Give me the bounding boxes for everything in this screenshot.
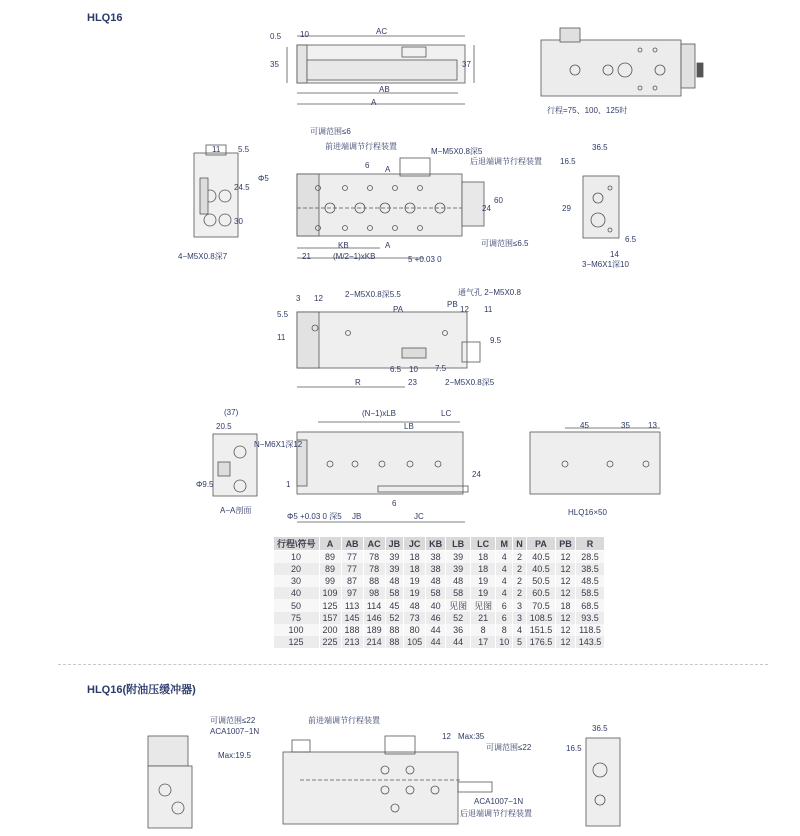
table-row bbox=[274, 587, 605, 599]
table-row bbox=[274, 551, 605, 564]
table-cell: 2 bbox=[513, 563, 527, 575]
phi5-label: Φ5 bbox=[258, 174, 269, 183]
table-cell: 18 bbox=[471, 551, 496, 564]
table-cell: 44 bbox=[426, 624, 446, 636]
dim-05: 0.5 bbox=[270, 32, 282, 41]
table-cell: 19 bbox=[404, 587, 426, 599]
dim-pa: PA bbox=[393, 305, 404, 314]
section-a-a: A−A剖面 bbox=[220, 506, 252, 515]
table-cell: 12 bbox=[556, 612, 576, 624]
stroke-note: 行程=75、100、125时 bbox=[547, 106, 628, 115]
col-header: KB bbox=[426, 537, 446, 551]
dim-24-b: 24 bbox=[472, 470, 481, 479]
col-header: A bbox=[319, 537, 341, 551]
max-19-5: Max:19.5 bbox=[218, 751, 251, 760]
table-cell: 36 bbox=[446, 624, 471, 636]
dim-36-5: 36.5 bbox=[592, 143, 608, 152]
section-mark-a: A bbox=[385, 165, 391, 174]
dim-kb: KB bbox=[338, 241, 349, 250]
table-cell: 97 bbox=[341, 587, 363, 599]
table-cell: 88 bbox=[385, 624, 404, 636]
table-cell: 39 bbox=[385, 563, 404, 575]
front-adjust-device: 前进端调节行程装置 bbox=[325, 142, 397, 151]
table-cell: 58 bbox=[385, 587, 404, 599]
dim-12: 12 bbox=[314, 294, 323, 303]
section-title-hlq16-buffer: HLQ16(附油压缓冲器) bbox=[87, 684, 196, 696]
section-title-hlq16: HLQ16 bbox=[87, 12, 123, 24]
dim-13: 13 bbox=[648, 421, 657, 430]
table-row bbox=[274, 624, 605, 636]
table-cell: 89 bbox=[319, 563, 341, 575]
col-header: LB bbox=[446, 537, 471, 551]
table-cell: 118.5 bbox=[575, 624, 605, 636]
table-cell: 21 bbox=[471, 612, 496, 624]
dim-ab: AB bbox=[379, 85, 390, 94]
col-header: AB bbox=[341, 537, 363, 551]
table-cell: 114 bbox=[363, 599, 385, 612]
dim-3: 3 bbox=[296, 294, 301, 303]
table-cell: 77 bbox=[341, 551, 363, 564]
vent-hole: 通气孔 2−M5X0.8 bbox=[458, 288, 521, 297]
table-cell: 68.5 bbox=[575, 599, 605, 612]
dim-29: 29 bbox=[562, 204, 571, 213]
adjust-range-22-b: 可调范围≤22 bbox=[486, 743, 532, 752]
table-cell: 77 bbox=[341, 563, 363, 575]
dim-5-5: 5.5 bbox=[238, 145, 250, 154]
dim-5-tol: 5 +0.03 0 bbox=[408, 255, 442, 264]
table-cell: 52 bbox=[385, 612, 404, 624]
table-cell: 4 bbox=[496, 551, 513, 564]
phi9-5: Φ9.5 bbox=[196, 480, 214, 489]
table-cell: 3 bbox=[513, 599, 527, 612]
table-cell: 44 bbox=[446, 636, 471, 648]
m-m5-note: M−M5X0.8深5 bbox=[431, 147, 483, 156]
table-cell: 38.5 bbox=[575, 563, 605, 575]
table-cell: 2 bbox=[513, 551, 527, 564]
table-cell: 78 bbox=[363, 563, 385, 575]
dim-ac: AC bbox=[376, 27, 388, 36]
thread-2-m5-deep5: 2−M5X0.8深5 bbox=[445, 378, 495, 387]
table-cell: 60.5 bbox=[526, 587, 556, 599]
table-cell: 45 bbox=[385, 599, 404, 612]
table-cell: 44 bbox=[426, 636, 446, 648]
table-cell: 见图 bbox=[471, 599, 496, 612]
table-cell: 100 bbox=[274, 624, 320, 636]
table-cell: 145 bbox=[341, 612, 363, 624]
thread-2-m5-deep5-5: 2−M5X0.8深5.5 bbox=[345, 290, 401, 299]
table-cell: 87 bbox=[341, 575, 363, 587]
thread-n-m6: N−M6X1深12 bbox=[254, 440, 303, 449]
table-cell: 48 bbox=[426, 575, 446, 587]
table-cell: 38 bbox=[426, 551, 446, 564]
table-cell: 125 bbox=[274, 636, 320, 648]
table-cell: 189 bbox=[363, 624, 385, 636]
dim-35-b: 35 bbox=[621, 421, 630, 430]
table-cell: 99 bbox=[319, 575, 341, 587]
table-cell: 108.5 bbox=[526, 612, 556, 624]
table-cell: 19 bbox=[404, 575, 426, 587]
table-cell: 38 bbox=[426, 563, 446, 575]
table-cell: 151.5 bbox=[526, 624, 556, 636]
dim-45: 45 bbox=[580, 421, 589, 430]
table-cell: 225 bbox=[319, 636, 341, 648]
dim-24: 24 bbox=[482, 204, 491, 213]
table-cell: 3 bbox=[513, 612, 527, 624]
dim-n-lb: (N−1)xLB bbox=[362, 409, 397, 418]
table-cell: 20 bbox=[274, 563, 320, 575]
table-cell: 52 bbox=[446, 612, 471, 624]
table-cell: 10 bbox=[274, 551, 320, 564]
table-cell: 98 bbox=[363, 587, 385, 599]
table-row bbox=[274, 599, 605, 612]
dim-30: 30 bbox=[234, 217, 243, 226]
dim-11-b: 11 bbox=[484, 305, 493, 314]
dim-pb: PB bbox=[447, 300, 458, 309]
table-cell: 105 bbox=[404, 636, 426, 648]
dim-36-5-bottom: 36.5 bbox=[592, 724, 608, 733]
table-cell: 46 bbox=[426, 612, 446, 624]
dim-6: 6 bbox=[365, 161, 370, 170]
table-cell: 70.5 bbox=[526, 599, 556, 612]
table-header-row bbox=[274, 537, 605, 551]
buffer-aca1007: ACA1007−1N bbox=[210, 727, 260, 736]
table-cell: 12 bbox=[556, 575, 576, 587]
dim-6-b: 6 bbox=[392, 499, 397, 508]
table-cell: 40.5 bbox=[526, 551, 556, 564]
thread-4-m5: 4−M5X0.8深7 bbox=[178, 252, 228, 261]
dim-lb: LB bbox=[404, 422, 414, 431]
dim-r: R bbox=[355, 378, 361, 387]
phi5-deep5: Φ5 +0.03 0 深5 bbox=[287, 512, 342, 521]
table-cell: 213 bbox=[341, 636, 363, 648]
col-header: PB bbox=[556, 537, 576, 551]
table-cell: 30 bbox=[274, 575, 320, 587]
table-cell: 48.5 bbox=[575, 575, 605, 587]
table-row bbox=[274, 575, 605, 587]
table-cell: 125 bbox=[319, 599, 341, 612]
table-row bbox=[274, 563, 605, 575]
dim-10: 10 bbox=[300, 30, 309, 39]
table-cell: 4 bbox=[496, 587, 513, 599]
table-cell: 88 bbox=[363, 575, 385, 587]
dim-10-b: 10 bbox=[409, 365, 418, 374]
table-row bbox=[274, 636, 605, 648]
table-cell: 88 bbox=[385, 636, 404, 648]
table-cell: 8 bbox=[496, 624, 513, 636]
table-cell: 48 bbox=[446, 575, 471, 587]
dim-35: 35 bbox=[270, 60, 279, 69]
dim-1: 1 bbox=[286, 480, 291, 489]
dim-lc: LC bbox=[441, 409, 452, 418]
thread-3-m6: 3−M6X1深10 bbox=[582, 260, 629, 269]
table-cell: 18 bbox=[404, 563, 426, 575]
rear-adjust-device: 后退端调节行程装置 bbox=[470, 157, 542, 166]
dim-21: 21 bbox=[302, 252, 311, 261]
table-cell: 10 bbox=[496, 636, 513, 648]
table-cell: 50.5 bbox=[526, 575, 556, 587]
dim-14: 14 bbox=[610, 250, 619, 259]
table-cell: 143.5 bbox=[575, 636, 605, 648]
table-cell: 214 bbox=[363, 636, 385, 648]
dim-jc: JC bbox=[414, 512, 424, 521]
buffer-aca1007-b: ACA1007−1N bbox=[474, 797, 524, 806]
table-cell: 4 bbox=[513, 624, 527, 636]
table-cell: 58 bbox=[446, 587, 471, 599]
adjust-range-6-5: 可调范围≤6.5 bbox=[481, 239, 529, 248]
table-cell: 78 bbox=[363, 551, 385, 564]
table-cell: 40 bbox=[426, 599, 446, 612]
table-cell: 19 bbox=[471, 587, 496, 599]
table-cell: 48 bbox=[404, 599, 426, 612]
dim-9-5: 9.5 bbox=[490, 336, 502, 345]
table-cell: 12 bbox=[556, 636, 576, 648]
dim-12-bottom: 12 bbox=[442, 732, 451, 741]
col-header: JC bbox=[404, 537, 426, 551]
table-cell: 12 bbox=[556, 563, 576, 575]
table-cell: 见图 bbox=[446, 599, 471, 612]
dim-23: 23 bbox=[408, 378, 417, 387]
spec-table bbox=[273, 536, 605, 648]
dim-37: 37 bbox=[462, 60, 471, 69]
table-cell: 176.5 bbox=[526, 636, 556, 648]
max-35: Max:35 bbox=[458, 732, 485, 741]
table-cell: 75 bbox=[274, 612, 320, 624]
section-mark-a-2: A bbox=[385, 241, 391, 250]
table-cell: 80 bbox=[404, 624, 426, 636]
table-cell: 12 bbox=[556, 587, 576, 599]
dim-37-paren: (37) bbox=[224, 408, 239, 417]
dim-a: A bbox=[371, 98, 377, 107]
table-cell: 8 bbox=[471, 624, 496, 636]
dim-60: 60 bbox=[494, 196, 503, 205]
table-cell: 73 bbox=[404, 612, 426, 624]
table-cell: 28.5 bbox=[575, 551, 605, 564]
dim-5-5-b: 5.5 bbox=[277, 310, 289, 319]
dim-6-5-b: 6.5 bbox=[390, 365, 402, 374]
table-cell: 18 bbox=[556, 599, 576, 612]
table-cell: 109 bbox=[319, 587, 341, 599]
adjust-range-6: 可调范围≤6 bbox=[310, 127, 351, 136]
model-hlq16x50: HLQ16×50 bbox=[568, 508, 607, 517]
col-header: 行程\符号 bbox=[274, 537, 320, 551]
table-cell: 89 bbox=[319, 551, 341, 564]
table-cell: 50 bbox=[274, 599, 320, 612]
table-cell: 48 bbox=[385, 575, 404, 587]
bottom-rear-adjust: 后退端调节行程装置 bbox=[460, 809, 532, 818]
col-header: N bbox=[513, 537, 527, 551]
dim-m-kb: (M/2−1)xKB bbox=[333, 252, 376, 261]
dim-20-5: 20.5 bbox=[216, 422, 232, 431]
dim-24-5: 24.5 bbox=[234, 183, 250, 192]
table-cell: 18 bbox=[471, 563, 496, 575]
table-cell: 39 bbox=[446, 551, 471, 564]
table-row bbox=[274, 612, 605, 624]
adjust-range-22: 可调范围≤22 bbox=[210, 716, 256, 725]
dim-16-5: 16.5 bbox=[560, 157, 576, 166]
dim-7-5: 7.5 bbox=[435, 364, 447, 373]
table-cell: 113 bbox=[341, 599, 363, 612]
dim-jb: JB bbox=[352, 512, 362, 521]
dim-12-b: 12 bbox=[460, 305, 469, 314]
table-cell: 18 bbox=[404, 551, 426, 564]
section-divider bbox=[58, 664, 768, 665]
dim-6-5: 6.5 bbox=[625, 235, 637, 244]
table-cell: 188 bbox=[341, 624, 363, 636]
table-cell: 12 bbox=[556, 624, 576, 636]
dim-11-c: 11 bbox=[277, 333, 286, 342]
bottom-front-adjust: 前进端调节行程装置 bbox=[308, 716, 380, 725]
table-cell: 4 bbox=[496, 563, 513, 575]
col-header: PA bbox=[526, 537, 556, 551]
col-header: AC bbox=[363, 537, 385, 551]
col-header: LC bbox=[471, 537, 496, 551]
table-cell: 6 bbox=[496, 599, 513, 612]
table-cell: 17 bbox=[471, 636, 496, 648]
table-cell: 2 bbox=[513, 575, 527, 587]
table-cell: 2 bbox=[513, 587, 527, 599]
table-cell: 12 bbox=[556, 551, 576, 564]
table-cell: 93.5 bbox=[575, 612, 605, 624]
table-cell: 58 bbox=[426, 587, 446, 599]
col-header: R bbox=[575, 537, 605, 551]
col-header: M bbox=[496, 537, 513, 551]
table-cell: 157 bbox=[319, 612, 341, 624]
table-cell: 39 bbox=[385, 551, 404, 564]
table-cell: 5 bbox=[513, 636, 527, 648]
table-cell: 146 bbox=[363, 612, 385, 624]
dim-16-5-bottom: 16.5 bbox=[566, 744, 582, 753]
table-cell: 58.5 bbox=[575, 587, 605, 599]
table-cell: 40 bbox=[274, 587, 320, 599]
table-cell: 40.5 bbox=[526, 563, 556, 575]
table-cell: 39 bbox=[446, 563, 471, 575]
col-header: JB bbox=[385, 537, 404, 551]
table-cell: 19 bbox=[471, 575, 496, 587]
table-cell: 4 bbox=[496, 575, 513, 587]
table-cell: 6 bbox=[496, 612, 513, 624]
table-cell: 200 bbox=[319, 624, 341, 636]
dim-11: 11 bbox=[212, 145, 221, 154]
